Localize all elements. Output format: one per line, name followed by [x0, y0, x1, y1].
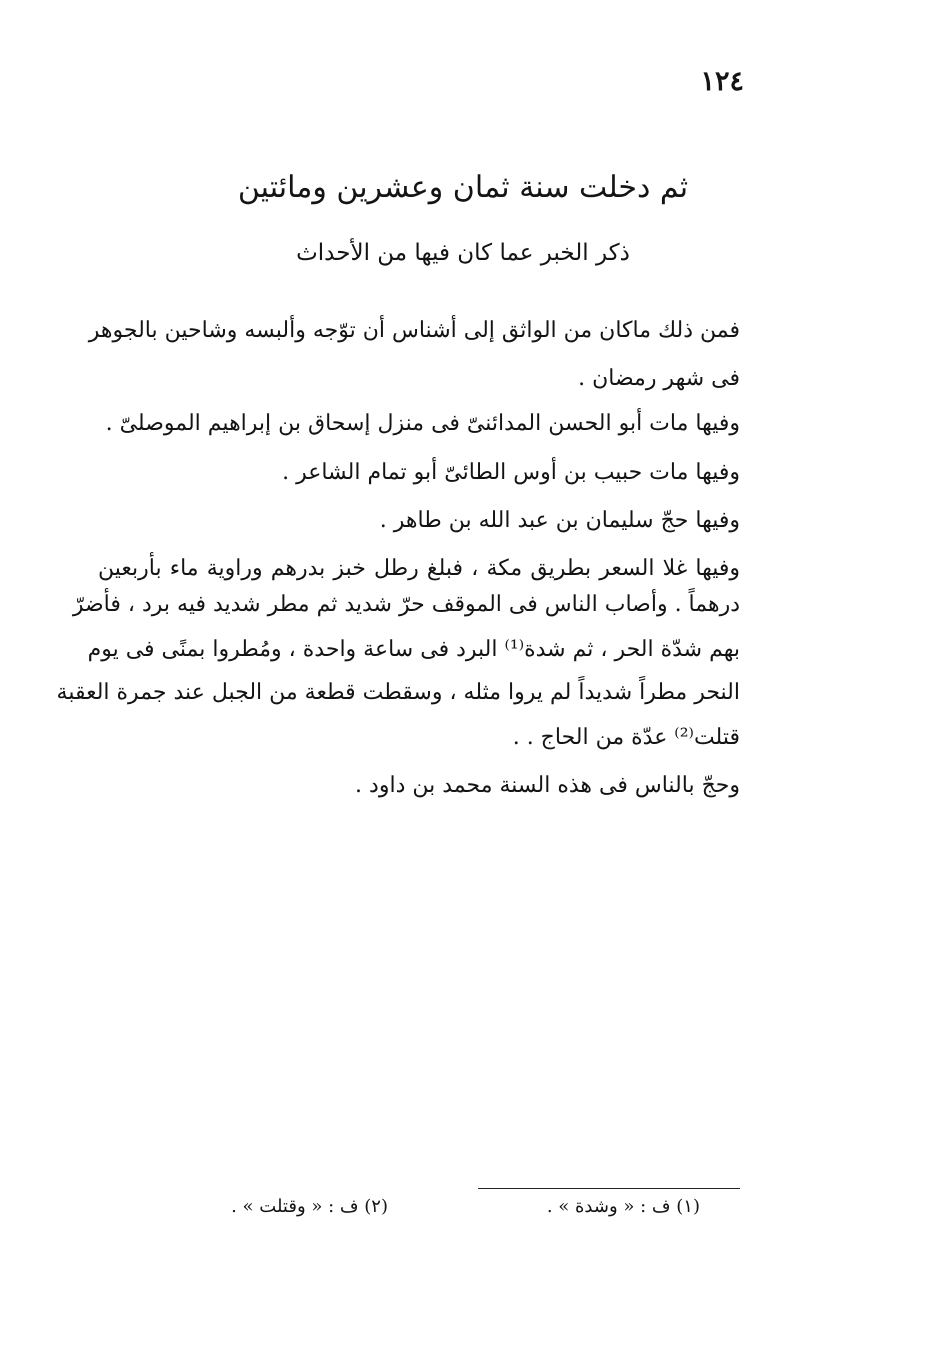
body-line: وفيها مات حبيب بن أوس الطائىّ أبو تمام الشاعر . — [282, 460, 740, 485]
chapter-title: ثم دخلت سنة ثمان وعشرين ومائتين — [237, 170, 689, 205]
page-number: ١٢٤ — [700, 66, 744, 97]
body-line: قتلت⁽²⁾ عدّة من الحاج . . — [512, 725, 740, 750]
body-line: النحر مطراً شديداً لم يروا مثله ، وسقطت قطعة من الجبل عند جمرة العقبة — [56, 680, 740, 705]
footnote-2: (٢) ف : « وقتلت » . — [231, 1196, 388, 1217]
body-line: درهماً . وأصاب الناس فى الموقف حرّ شديد ثم مطر شديد فيه برد ، فأضرّ — [72, 592, 740, 617]
body-line: وفيها حجّ سليمان بن عبد الله بن طاهر . — [379, 508, 740, 533]
footnote-1: (١) ف : « وشدة » . — [546, 1196, 700, 1217]
body-line: وحجّ بالناس فى هذه السنة محمد بن داود . — [355, 773, 740, 798]
body-line: فى شهر رمضان . — [578, 366, 740, 391]
section-subtitle: ذكر الخبر عما كان فيها من الأحداث — [296, 240, 630, 266]
body-line: وفيها غلا السعر بطريق مكة ، فبلغ رطل خبز بدرهم وراوية ماء بأربعين — [98, 556, 740, 581]
body-line: بهم شدّة الحر ، ثم شدة⁽¹⁾ البرد فى ساعة واحدة ، ومُطروا بمنًى فى يوم — [87, 637, 740, 662]
body-line: وفيها مات أبو الحسن المدائنىّ فى منزل إسحاق بن إبراهيم الموصلىّ . — [105, 411, 740, 436]
body-line: فمن ذلك ماكان من الواثق إلى أشناس أن توّجه وألبسه وشاحين بالجوهر — [88, 318, 740, 343]
footnote-divider — [478, 1188, 740, 1189]
